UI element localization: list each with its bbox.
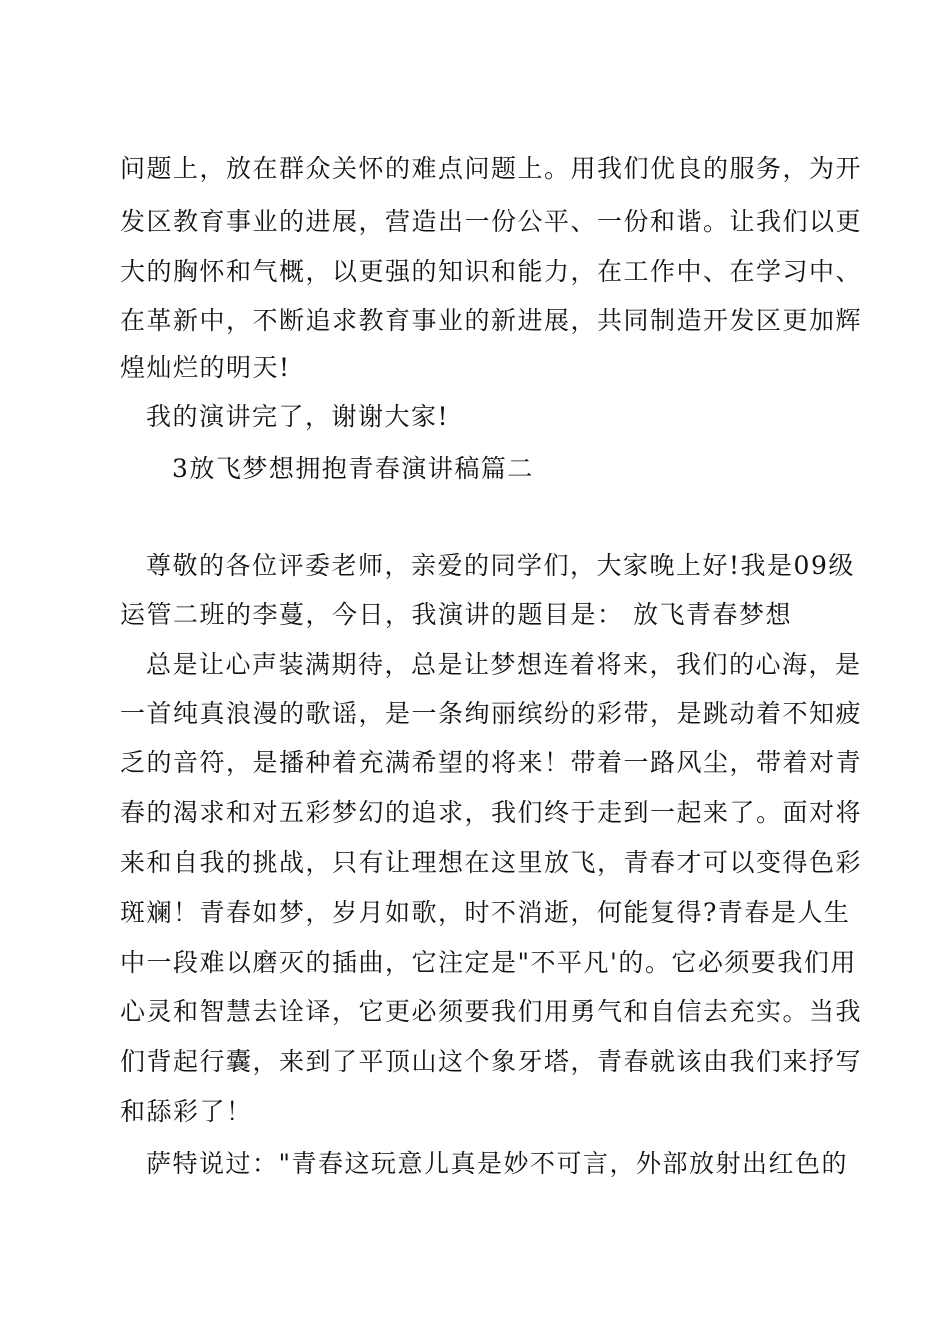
paragraph-line: 斑斓！青春如梦，岁月如歌，时不消逝，何能复得?青春是人生 [120,898,851,927]
paragraph-line: 春的渴求和对五彩梦幻的追求，我们终于走到一起来了。面对将 [120,798,863,827]
paragraph-line: 在革新中，不断追求教育事业的新进展，共同制造开发区更加辉 [120,306,863,335]
paragraph-line: 乏的音符，是播种着充满希望的将来！带着一路风尘，带着对青 [120,748,863,777]
paragraph-line: 大的胸怀和气概，以更强的知识和能力，在工作中、在学习中、 [120,257,863,286]
paragraph-line: 问题上，放在群众关怀的难点问题上。用我们优良的服务，为开 [120,154,863,183]
paragraph-line: 尊敬的各位评委老师，亲爱的同学们，大家晚上好!我是09级 [146,551,855,580]
paragraph-line: 发区教育事业的进展，营造出一份公平、一份和谐。让我们以更 [120,207,863,236]
paragraph-line: 心灵和智慧去诠译，它更必须要我们用勇气和自信去充实。当我 [120,997,863,1026]
paragraph-line: 萨特说过："青春这玩意儿真是妙不可言，外部放射出红色的 [146,1149,849,1178]
paragraph-line: 运管二班的李蔓，今日，我演讲的题目是： 放飞青春梦想 [120,600,792,629]
paragraph-line: 们背起行囊，来到了平顶山这个象牙塔，青春就该由我们来抒写 [120,1047,863,1076]
paragraph-line: 来和自我的挑战，只有让理想在这里放飞，青春才可以变得色彩 [120,848,863,877]
paragraph-line: 中一段难以磨灭的插曲，它注定是"不平凡'的。它必须要我们用 [120,948,857,977]
paragraph-line: 和舔彩了！ [120,1097,253,1126]
section-heading: 3放飞梦想拥抱青春演讲稿篇二 [172,454,534,483]
paragraph-line: 煌灿烂的明天! [120,353,291,382]
paragraph-line: 总是让心声装满期待，总是让梦想连着将来，我们的心海，是 [146,650,862,679]
closing-line: 我的演讲完了，谢谢大家! [146,402,450,431]
paragraph-line: 一首纯真浪漫的歌谣，是一条绚丽缤纷的彩带，是跳动着不知疲 [120,699,863,728]
